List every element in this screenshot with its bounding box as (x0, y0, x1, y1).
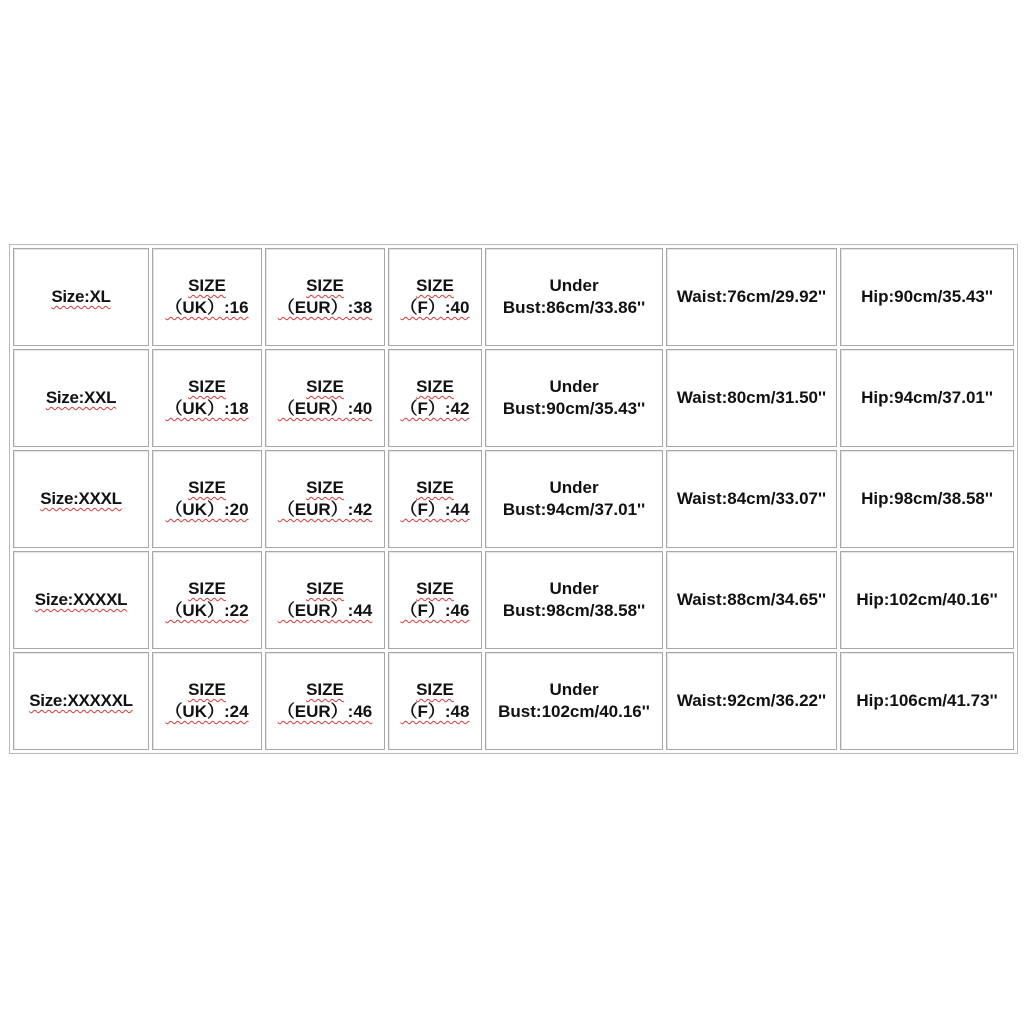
eur-value: （EUR）:44 (277, 601, 373, 620)
size-chart-table (9, 244, 1018, 754)
uk-label: SIZE (188, 680, 226, 699)
hip-value: Hip:102cm/40.16'' (856, 590, 998, 609)
bust-value: Bust:102cm/40.16'' (498, 702, 650, 721)
uk-value: （UK）:16 (165, 298, 249, 317)
size-cell (13, 551, 149, 649)
eur-size-cell (265, 551, 385, 649)
eur-value: （EUR）:42 (277, 500, 373, 519)
under-bust-cell (485, 248, 663, 346)
f-value: （F）:40 (400, 298, 470, 317)
size-row-xl (13, 248, 1014, 346)
waist-cell (666, 349, 837, 447)
f-value: （F）:42 (400, 399, 470, 418)
waist-cell (666, 450, 837, 548)
bust-label: Under (549, 377, 599, 396)
f-label: SIZE (416, 579, 454, 598)
f-size-cell (388, 450, 482, 548)
uk-label: SIZE (188, 377, 226, 396)
bust-label: Under (549, 680, 599, 699)
size-row-xxxl (13, 450, 1014, 548)
size-row-xxxxxl (13, 652, 1014, 750)
size-text: Size:XXL (45, 388, 117, 407)
eur-label: SIZE (306, 377, 344, 396)
eur-value: （EUR）:46 (277, 702, 373, 721)
uk-value: （UK）:24 (165, 702, 249, 721)
uk-size-cell (152, 652, 262, 750)
hip-cell (840, 450, 1014, 548)
f-value: （F）:46 (400, 601, 470, 620)
size-text: Size:XXXXL (34, 590, 128, 609)
uk-size-cell (152, 450, 262, 548)
f-label: SIZE (416, 377, 454, 396)
f-size-cell (388, 652, 482, 750)
eur-size-cell (265, 248, 385, 346)
f-value: （F）:48 (400, 702, 470, 721)
f-size-cell (388, 349, 482, 447)
f-size-cell (388, 248, 482, 346)
size-row-xxxxl (13, 551, 1014, 649)
waist-cell (666, 551, 837, 649)
under-bust-cell (485, 349, 663, 447)
bust-value: Bust:94cm/37.01'' (502, 500, 646, 519)
hip-cell (840, 652, 1014, 750)
size-cell (13, 248, 149, 346)
eur-size-cell (265, 450, 385, 548)
size-text: Size:XXXXXL (29, 691, 133, 710)
size-cell (13, 349, 149, 447)
f-value: （F）:44 (400, 500, 470, 519)
waist-value: Waist:76cm/29.92'' (676, 287, 827, 306)
uk-label: SIZE (188, 478, 226, 497)
eur-label: SIZE (306, 680, 344, 699)
bust-label: Under (549, 579, 599, 598)
size-cell (13, 450, 149, 548)
f-label: SIZE (416, 478, 454, 497)
size-row-xxl (13, 349, 1014, 447)
hip-cell (840, 248, 1014, 346)
bust-label: Under (549, 276, 599, 295)
eur-label: SIZE (306, 276, 344, 295)
bust-value: Bust:86cm/33.86'' (502, 298, 646, 317)
uk-value: （UK）:20 (165, 500, 249, 519)
size-text: Size:XL (51, 287, 111, 306)
hip-value: Hip:98cm/38.58'' (861, 489, 993, 508)
uk-label: SIZE (188, 276, 226, 295)
bust-value: Bust:98cm/38.58'' (502, 601, 646, 620)
hip-cell (840, 349, 1014, 447)
uk-value: （UK）:22 (165, 601, 249, 620)
eur-size-cell (265, 652, 385, 750)
uk-size-cell (152, 349, 262, 447)
eur-label: SIZE (306, 579, 344, 598)
uk-value: （UK）:18 (165, 399, 249, 418)
uk-label: SIZE (188, 579, 226, 598)
waist-value: Waist:92cm/36.22'' (676, 691, 827, 710)
under-bust-cell (485, 450, 663, 548)
waist-value: Waist:84cm/33.07'' (676, 489, 827, 508)
bust-label: Under (549, 478, 599, 497)
bust-value: Bust:90cm/35.43'' (502, 399, 646, 418)
eur-label: SIZE (306, 478, 344, 497)
waist-value: Waist:80cm/31.50'' (676, 388, 827, 407)
eur-size-cell (265, 349, 385, 447)
eur-value: （EUR）:38 (277, 298, 373, 317)
hip-value: Hip:90cm/35.43'' (861, 287, 993, 306)
f-label: SIZE (416, 680, 454, 699)
f-size-cell (388, 551, 482, 649)
hip-value: Hip:94cm/37.01'' (861, 388, 993, 407)
hip-cell (840, 551, 1014, 649)
size-text: Size:XXXL (40, 489, 122, 508)
uk-size-cell (152, 248, 262, 346)
under-bust-cell (485, 551, 663, 649)
size-cell (13, 652, 149, 750)
under-bust-cell (485, 652, 663, 750)
waist-cell (666, 652, 837, 750)
eur-value: （EUR）:40 (277, 399, 373, 418)
waist-value: Waist:88cm/34.65'' (676, 590, 827, 609)
uk-size-cell (152, 551, 262, 649)
f-label: SIZE (416, 276, 454, 295)
hip-value: Hip:106cm/41.73'' (856, 691, 998, 710)
waist-cell (666, 248, 837, 346)
